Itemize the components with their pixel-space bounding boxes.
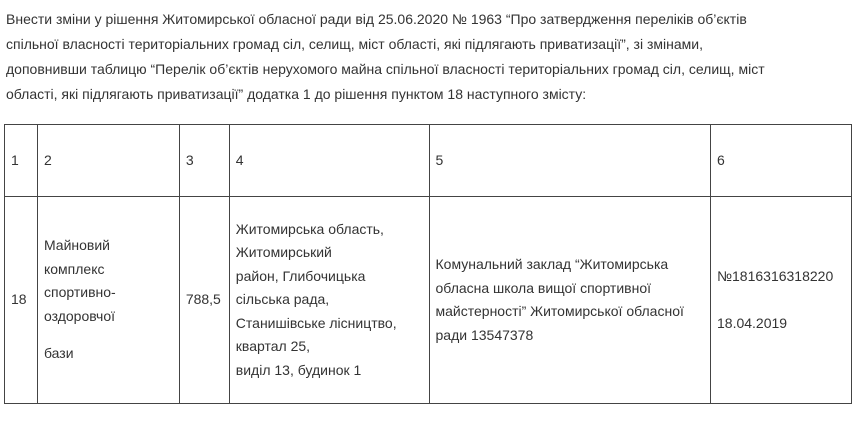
balance-holder-cell: Комунальний заклад “Житомирська обласна школа вищої спортивної майстерності” Житомирської обласної ради 13547378 <box>429 197 710 404</box>
address-cell: Житомирська область, Житомирський район, Глибочицька сільська рада, Станишівське лісництво, квартал 25, виділ 13, будинок 1 <box>229 197 429 404</box>
registry-number: №1816316318220 <box>717 267 834 284</box>
objects-table <box>4 124 852 404</box>
header-cell-4: 4 <box>229 125 429 197</box>
registry-date: 18.04.2019 <box>717 315 788 331</box>
header-cell-3: 3 <box>179 125 229 197</box>
object-name-text-end: бази <box>43 345 74 362</box>
header-cell-5: 5 <box>429 125 710 197</box>
registry-cell <box>711 197 852 404</box>
header-cell-1: 1 <box>5 125 38 197</box>
header-cell-2: 2 <box>37 125 179 197</box>
table-header-row <box>5 125 852 197</box>
header-cell-6: 6 <box>711 125 852 197</box>
table-row <box>5 197 852 404</box>
intro-paragraph: Внести зміни у рішення Житомирської обласної ради від 25.06.2020 № 1963 “Про затвердження переліків об’єктів спільної власності територіальних громад сіл, селищ, міст області, які підлягають приватизації”, зі змінами, доповнивши таблицю “Перелік об’єктів нерухомого майна спільної власності територіальних громад сіл, селищ, міст області, які підлягають приватизації” додатка 1 до рішення пунктом 18 наступного змісту: <box>6 11 765 102</box>
object-name-text: Майновий комплекс спортивно- оздоровчої <box>43 237 116 324</box>
area-cell: 788,5 <box>179 197 229 404</box>
row-number-cell: 18 <box>5 197 38 404</box>
object-name-cell <box>37 197 179 404</box>
